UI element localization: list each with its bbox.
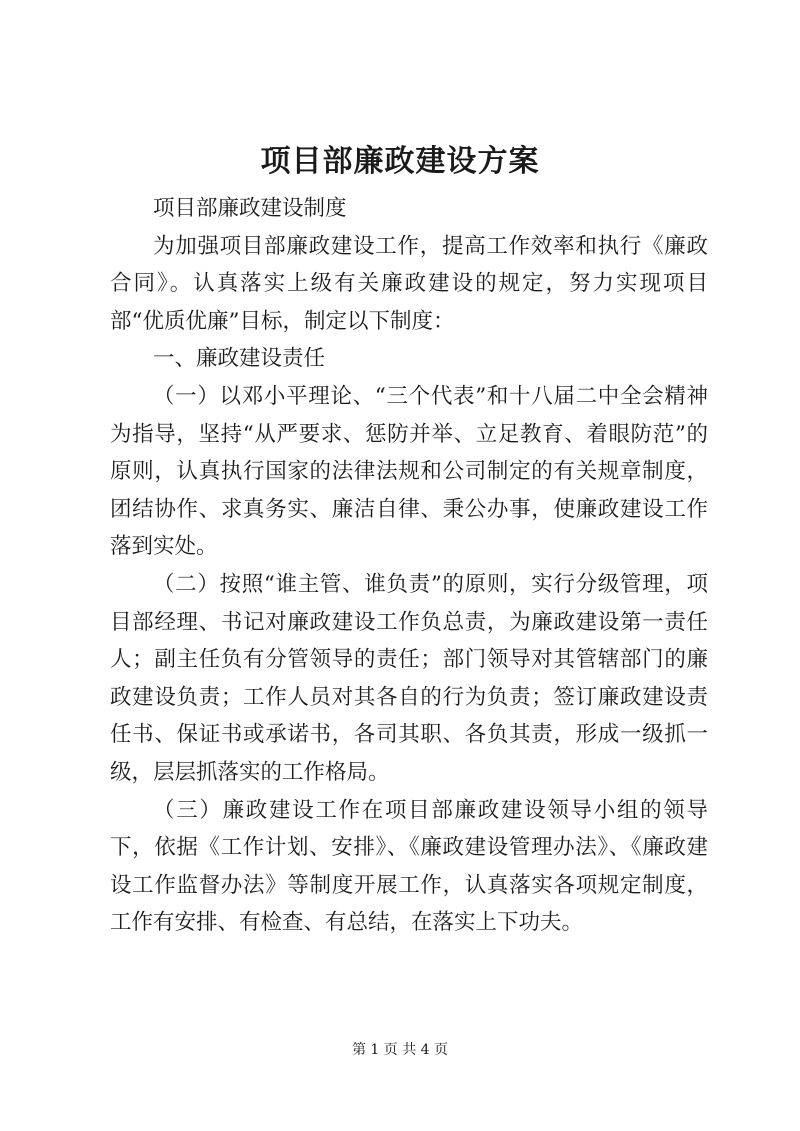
document-title: 项目部廉政建设方案 [260, 144, 540, 179]
document-body [110, 190, 708, 942]
paragraph: （三）廉政建设工作在项目部廉政建设领导小组的领导下，依据《工作计划、安排》、《廉政建设管理办法》、《廉政建设工作监督办法》等制度开展工作，认真落实各项规定制度，工作有安排、有检查、有总结，在落实上下功夫。 [110, 797, 708, 936]
paragraph: （一）以邓小平理论、“三个代表”和十八届二中全会精神为指导，坚持“从严要求、惩防并举、立足教育、着眼防范”的原则，认真执行国家的法律法规和公司制定的有关规章制度，团结协作、求真务实、廉洁自律、秉公办事，使廉政建设工作落到实处。 [110, 383, 708, 560]
paragraph: 为加强项目部廉政建设工作，提高工作效率和执行《廉政合同》。认真落实上级有关廉政建设的规定，努力实现项目部“优质优廉”目标，制定以下制度： [110, 233, 708, 334]
section-heading: 项目部廉政建设制度 [153, 196, 347, 221]
page-footer: 第 1 页 共 4 页 [351, 1042, 449, 1058]
section-heading: 一、廉政建设责任 [153, 346, 326, 372]
paragraph: （二）按照“谁主管、谁负责”的原则，实行分级管理，项目部经理、书记对廉政建设工作负总责，为廉政建设第一责任人；副主任负有分管领导的责任；部门领导对其管辖部门的廉政建设负责；工作人员对其各自的行为负责；签订廉政建设责任书、保证书或承诺书，各司其职、各负其责，形成一级抓一级，层层抓落实的工作格局。 [110, 571, 708, 785]
